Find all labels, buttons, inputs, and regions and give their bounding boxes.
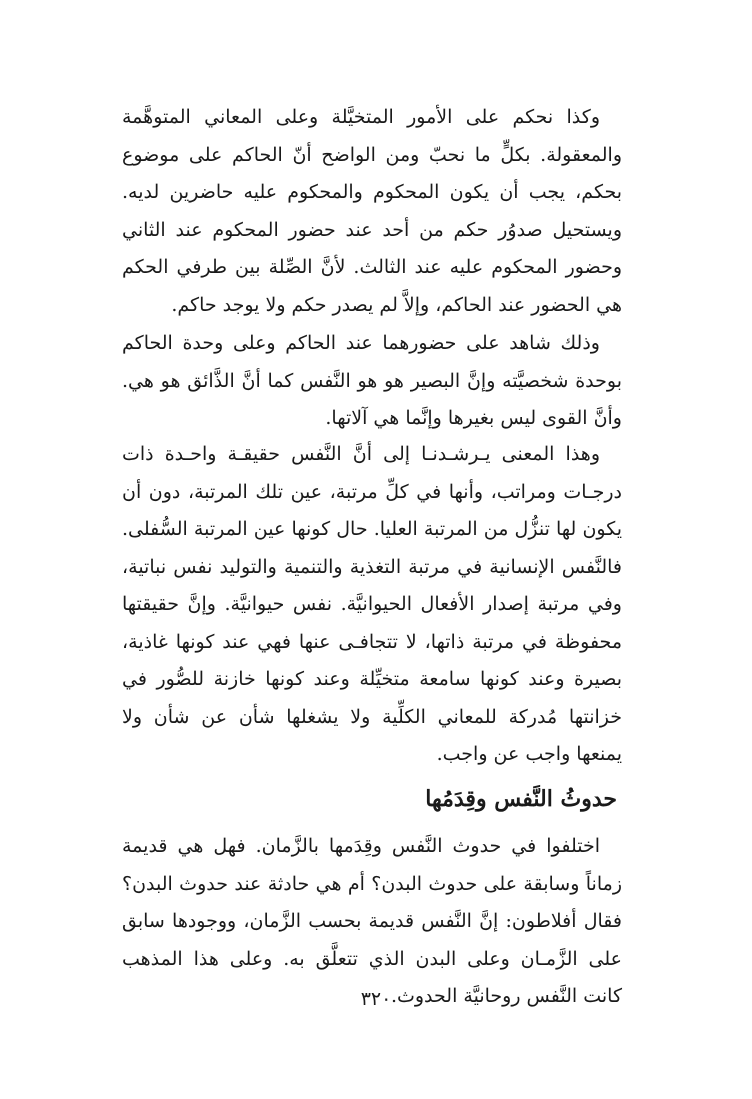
page-number: ٣٢٠ <box>360 988 392 1010</box>
paragraph-soul-unity: وذلك شاهد على حضورهما عند الحاكم وعلى وحدة الحاكم بوحدة شخصيَّته وإنَّ البصير هو هو النَّفس كما أنَّ الذَّائق هو هي. وأنَّ القوى ليس بغيرها وإنَّما هي آلاتها. <box>122 332 622 429</box>
paragraph-soul-ranks: وهذا المعنى يـرشـدنـا إلى أنَّ النَّفس حقيقـة واحـدة ذات درجـات ومراتب، وأنها في كلِّ مرتبة، عين تلك المرتبة، دون أن يكون لها تنزُّل من المرتبة العليا. حال كونها عين المرتبة السُّفلى. فالنَّفس الإنسانية في مرتبة التغذية والتنمية والتوليد نفس نباتية، وفي مرتبة إصدار الأفعال الحيوانيَّة. نفس حيوانيَّة. وإنَّ حقيقتها محفوظة في مرتبة ذاتها، لا تتجافـى عنها فهي عند كونها غاذية، بصيرة وعند كونها سامعة متخيِّلة وعند كونها خازنة للصُّور في خزانتها مُدركة للمعاني الكلِّية ولا يشغلها شأن عن شأن ولا يمنعها واجب عن واجب. <box>122 443 622 765</box>
paragraph-soul-origin: اختلفوا في حدوث النَّفس وقِدَمها بالزَّمان. فهل هي قديمة زماناً وسابقة على حدوث البدن؟ أم هي حادثة عند حدوث البدن؟ فقال أفلاطون: إنَّ النَّفس قديمة بحسب الزَّمان، ووجودها سابق على الزَّمـان وعلى البدن الذي تتعلَّق به. وعلى هذا المذهب كانت النَّفس روحانيَّة الحدوث. <box>122 835 622 1007</box>
paragraph-judgment: وكذا نحكم على الأمور المتخيَّلة وعلى المعاني المتوهَّمة والمعقولة. بكلٍّ ما نحبّ ومن الواضح أنّ الحاكم على موضوع بحكم، يجب أن يكون المحكوم والمحكوم عليه حاضرين لديه. ويستحيل صدوُر حكم من أحد عند حضور المحكوم عند الثاني وحضور المحكوم عليه عند الثالث. لأنَّ الصِّلة بين طرفي الحكم هي الحضور عند الحاكم، وإلاَّ لم يصدر حكم ولا يوجد حاكم. <box>122 106 622 316</box>
section-heading: حدوثُ النَّفس وقِدَمُها <box>425 786 617 812</box>
